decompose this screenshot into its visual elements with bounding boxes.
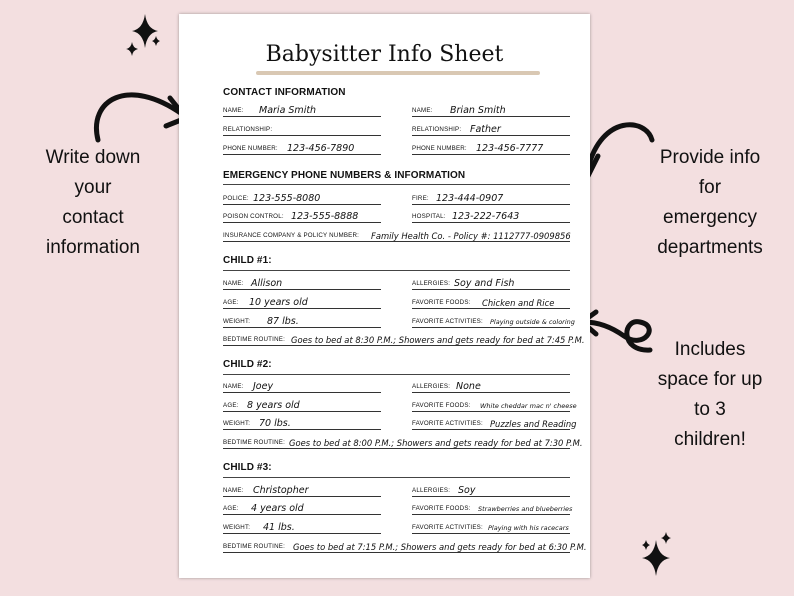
child-3-age-field[interactable]: [223, 500, 381, 515]
child-3-weight-field[interactable]: [223, 519, 381, 534]
field-value: 123-456-7890: [287, 143, 355, 154]
contact-phone-field-2[interactable]: [412, 140, 570, 155]
section-divider: [223, 477, 570, 478]
field-label: BEDTIME ROUTINE:: [223, 439, 285, 446]
arrow-icon: [96, 95, 186, 140]
callout-line: information: [46, 237, 140, 258]
contact-relationship-field-1[interactable]: [223, 121, 381, 136]
field-label: ALLERGIES:: [412, 280, 451, 287]
field-value: Goes to bed at 7:15 P.M.; Showers and gets ready for bed at 6:30 P.M.: [293, 542, 587, 552]
sparkle-icon: [642, 532, 671, 576]
field-label: NAME:: [412, 107, 433, 114]
field-value: 123-555-8888: [291, 211, 359, 222]
insurance-field[interactable]: [223, 227, 570, 242]
field-value: Allison: [251, 278, 283, 289]
child-1-foods-field[interactable]: [412, 294, 570, 309]
callout-children: [630, 335, 790, 455]
callout-line: children!: [674, 429, 746, 450]
field-value: Strawberries and blueberries: [478, 505, 573, 513]
field-value: None: [456, 381, 481, 392]
field-label: NAME:: [223, 280, 244, 287]
child-2-heading: CHILD #2:: [223, 359, 272, 370]
field-label: POLICE:: [223, 195, 249, 202]
field-label: NAME:: [223, 487, 244, 494]
child-1-activities-field[interactable]: [412, 313, 575, 328]
field-value: 123-456-7777: [476, 143, 544, 154]
child-2-bedtime-field[interactable]: [223, 434, 583, 449]
field-label: FAVORITE FOODS:: [412, 402, 471, 409]
child-1-heading: CHILD #1:: [223, 255, 272, 266]
field-value: Christopher: [253, 485, 309, 496]
field-value: White cheddar mac n' cheese: [480, 402, 577, 410]
poison-control-field[interactable]: [223, 208, 381, 223]
field-label: HOSPITAL:: [412, 213, 446, 220]
field-label: NAME:: [223, 383, 244, 390]
field-label: BEDTIME ROUTINE:: [223, 543, 285, 550]
title-underline: [256, 71, 540, 75]
field-label: AGE:: [223, 402, 239, 409]
field-label: ALLERGIES:: [412, 487, 451, 494]
field-label: ALLERGIES:: [412, 383, 451, 390]
field-value: Soy and Fish: [454, 278, 515, 289]
callout-line: Includes: [674, 339, 746, 360]
section-divider: [223, 184, 570, 185]
child-1-weight-field[interactable]: [223, 313, 381, 328]
child-3-name-field[interactable]: [223, 482, 381, 497]
field-value: Father: [470, 124, 501, 135]
callout-line: to 3: [694, 399, 726, 420]
child-3-activities-field[interactable]: [412, 519, 570, 534]
field-label: PHONE NUMBER:: [223, 145, 278, 152]
child-3-bedtime-field[interactable]: [223, 538, 587, 553]
child-2-allergies-field[interactable]: [412, 378, 570, 393]
emergency-heading: EMERGENCY PHONE NUMBERS & INFORMATION: [223, 170, 466, 181]
field-value: 123-222-7643: [452, 211, 520, 222]
callout-emergency: [630, 143, 790, 263]
field-value: Chicken and Rice: [482, 298, 555, 308]
field-label: INSURANCE COMPANY & POLICY NUMBER:: [223, 232, 360, 239]
child-2-weight-field[interactable]: [223, 415, 381, 430]
field-label: WEIGHT:: [223, 524, 251, 531]
field-value: Goes to bed at 8:00 P.M.; Showers and gets ready for bed at 7:30 P.M.: [289, 438, 583, 448]
contact-heading: CONTACT INFORMATION: [223, 87, 346, 98]
field-label: FIRE:: [412, 195, 429, 202]
info-sheet: [179, 14, 590, 578]
field-label: NAME:: [223, 107, 244, 114]
field-label: PHONE NUMBER:: [412, 145, 467, 152]
field-value: Playing with his racecars: [488, 524, 569, 532]
field-value: 123-444-0907: [436, 193, 504, 204]
field-value: 41 lbs.: [263, 522, 295, 533]
field-value: Family Health Co. - Policy #: 1112777-0909856: [371, 231, 571, 241]
child-2-age-field[interactable]: [223, 397, 381, 412]
contact-phone-field-1[interactable]: [223, 140, 381, 155]
child-3-foods-field[interactable]: [412, 500, 573, 515]
callout-line: space for up: [657, 369, 763, 390]
contact-name-field-2[interactable]: [412, 102, 570, 117]
field-value: 8 years old: [247, 400, 300, 411]
field-value: 123-555-8080: [253, 193, 321, 204]
callout-line: contact: [62, 207, 124, 228]
callout-line: for: [698, 177, 722, 198]
child-1-name-field[interactable]: [223, 275, 381, 290]
field-label: FAVORITE FOODS:: [412, 299, 471, 306]
field-value: Maria Smith: [259, 105, 317, 116]
field-label: RELATIONSHIP:: [223, 126, 273, 133]
field-value: 87 lbs.: [267, 316, 299, 327]
child-3-allergies-field[interactable]: [412, 482, 570, 497]
field-value: Joey: [253, 381, 274, 392]
field-value: Brian Smith: [450, 105, 506, 116]
contact-relationship-field-2[interactable]: [412, 121, 570, 136]
field-value: 70 lbs.: [259, 418, 291, 429]
field-value: Puzzles and Reading: [490, 419, 577, 429]
field-label: WEIGHT:: [223, 420, 251, 427]
child-1-allergies-field[interactable]: [412, 275, 570, 290]
field-value: Goes to bed at 8:30 P.M.; Showers and gets ready for bed at 7:45 P.M.: [291, 335, 585, 345]
callout-line: Provide info: [659, 147, 761, 168]
child-3-heading: CHILD #3:: [223, 462, 272, 473]
field-label: RELATIONSHIP:: [412, 126, 462, 133]
section-divider: [223, 270, 570, 271]
field-value: Soy: [458, 485, 476, 496]
field-label: BEDTIME ROUTINE:: [223, 336, 285, 343]
field-value: 10 years old: [249, 297, 308, 308]
field-label: POISON CONTROL:: [223, 213, 284, 220]
fire-field[interactable]: [412, 190, 570, 205]
callout-line: emergency: [663, 207, 757, 228]
sparkle-icon: [126, 14, 160, 56]
hospital-field[interactable]: [412, 208, 570, 223]
sheet-title: Babysitter Info Sheet: [265, 42, 504, 67]
child-1-age-field[interactable]: [223, 294, 381, 309]
field-label: AGE:: [223, 505, 239, 512]
field-label: FAVORITE FOODS:: [412, 505, 471, 512]
field-label: FAVORITE ACTIVITIES:: [412, 318, 483, 325]
field-label: WEIGHT:: [223, 318, 251, 325]
field-value: Playing outside & coloring: [490, 318, 575, 326]
callout-line: departments: [657, 237, 763, 258]
child-2-activities-field[interactable]: [412, 415, 577, 430]
callout-line: your: [74, 177, 112, 198]
callout-contact: [14, 143, 172, 263]
callout-line: Write down: [45, 147, 141, 168]
child-2-name-field[interactable]: [223, 378, 381, 393]
field-value: 4 years old: [251, 503, 304, 514]
section-divider: [223, 374, 570, 375]
police-field[interactable]: [223, 190, 381, 205]
field-label: FAVORITE ACTIVITIES:: [412, 420, 483, 427]
field-label: FAVORITE ACTIVITIES:: [412, 524, 483, 531]
child-1-bedtime-field[interactable]: [223, 331, 585, 346]
field-label: AGE:: [223, 299, 239, 306]
child-2-foods-field[interactable]: [412, 397, 577, 412]
contact-name-field-1[interactable]: [223, 102, 381, 117]
